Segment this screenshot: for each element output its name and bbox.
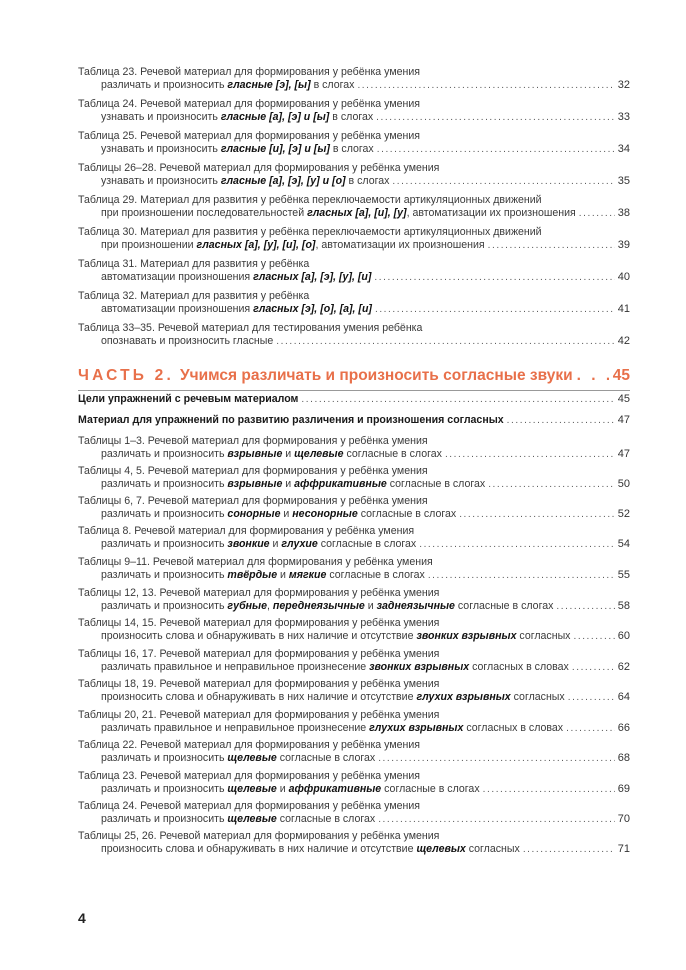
emphasis-text: гласных [а], [и], [у] bbox=[307, 207, 407, 219]
page-ref[interactable]: 66 bbox=[617, 722, 630, 734]
entry-title-line: Таблицы 20, 21. Речевой материал для формирования у ребёнка умения bbox=[78, 709, 440, 721]
plain-text: и bbox=[269, 538, 282, 550]
entry-detail-text bbox=[101, 508, 456, 521]
emphasis-text: гласные [а], [э] и [ы] bbox=[220, 111, 330, 123]
entry-detail-text bbox=[101, 813, 375, 826]
entry-detail-text bbox=[101, 600, 553, 613]
page-ref[interactable]: 50 bbox=[617, 478, 630, 490]
toc-entry[interactable] bbox=[78, 98, 630, 124]
plain-text: различать и произносить bbox=[101, 448, 228, 460]
plain-text: различать и произносить bbox=[101, 478, 228, 490]
emphasis-text: аффрикативные bbox=[294, 478, 387, 490]
emphasis-text: щелевые bbox=[294, 448, 344, 460]
toc-entry[interactable] bbox=[78, 709, 630, 735]
toc-entry[interactable] bbox=[78, 830, 630, 856]
dot-leader bbox=[301, 394, 614, 405]
plain-text: , автоматизации их произношения bbox=[406, 207, 576, 219]
plain-text: и bbox=[364, 600, 377, 612]
dot-leader bbox=[488, 239, 615, 252]
entry-title-line: Таблицы 14, 15. Речевой материал для формирования у ребёнка умения bbox=[78, 617, 440, 629]
entry-detail-line bbox=[78, 271, 630, 284]
plain-text: в слогах bbox=[329, 111, 374, 123]
page-ref[interactable]: 39 bbox=[617, 239, 630, 251]
dot-leader bbox=[523, 843, 615, 856]
toc-entry[interactable] bbox=[78, 322, 630, 348]
page-ref[interactable]: 42 bbox=[617, 335, 630, 347]
entry-detail-line bbox=[78, 722, 630, 735]
toc-entry[interactable] bbox=[78, 162, 630, 188]
page-ref[interactable]: 70 bbox=[617, 813, 630, 825]
entry-title-line: Таблицы 12, 13. Речевой материал для формирования у ребёнка умения bbox=[78, 587, 440, 599]
entry-detail-text bbox=[101, 722, 563, 735]
dot-leader bbox=[556, 600, 614, 613]
dot-leader bbox=[573, 630, 614, 643]
toc-entry[interactable] bbox=[78, 258, 630, 284]
emphasis-text: звонких взрывных bbox=[416, 630, 517, 642]
plain-text: и bbox=[276, 783, 289, 795]
toc-entry[interactable] bbox=[78, 770, 630, 796]
toc-entry[interactable] bbox=[78, 290, 630, 316]
page-ref[interactable]: 47 bbox=[617, 414, 630, 426]
entry-detail-text bbox=[101, 752, 375, 765]
dot-leader bbox=[392, 175, 614, 188]
entry-title-line: Таблицы 1–3. Речевой материал для формирования у ребёнка умения bbox=[78, 435, 428, 447]
entry-detail-text bbox=[101, 239, 485, 252]
emphasis-text: гласные [э], [ы] bbox=[227, 79, 311, 91]
entry-detail-line bbox=[78, 661, 630, 674]
emphasis-text: губные bbox=[227, 600, 267, 612]
entry-detail-line bbox=[78, 335, 630, 348]
plain-text: согласные в слогах bbox=[317, 538, 417, 550]
entry-detail-line bbox=[78, 783, 630, 796]
entry-detail-line bbox=[78, 79, 630, 92]
dot-leader bbox=[483, 783, 615, 796]
dot-leader bbox=[507, 415, 615, 426]
toc-entry[interactable] bbox=[78, 800, 630, 826]
plain-text: произносить слова и обнаруживать в них наличие и отсутствие bbox=[101, 691, 417, 703]
entry-detail-line bbox=[78, 752, 630, 765]
entry-detail-line bbox=[78, 239, 630, 252]
plain-text: и bbox=[280, 508, 293, 520]
emphasis-text: заднеязычные bbox=[376, 600, 455, 612]
toc-entry[interactable] bbox=[78, 617, 630, 643]
entry-title-line: Таблица 23. Речевой материал для формирования у ребёнка умения bbox=[78, 66, 421, 78]
entry-title-line: Таблицы 9–11. Речевой материал для формирования у ребёнка умения bbox=[78, 556, 433, 568]
emphasis-text: щелевые bbox=[227, 813, 277, 825]
page-number: 4 bbox=[78, 910, 86, 926]
plain-text: при произношении bbox=[101, 239, 197, 251]
entry-title-line: Таблица 30. Материал для развития у ребёнка переключаемости артикуляционных движений bbox=[78, 226, 542, 238]
plain-text: произносить слова и обнаруживать в них наличие и отсутствие bbox=[101, 630, 417, 642]
plain-text: в слогах bbox=[329, 143, 374, 155]
entry-detail-line bbox=[78, 691, 630, 704]
entry-detail-text bbox=[101, 478, 485, 491]
entry-detail-text bbox=[101, 143, 374, 156]
page-ref[interactable]: 55 bbox=[617, 569, 630, 581]
dot-leader bbox=[445, 448, 615, 461]
emphasis-text: щелевые bbox=[227, 752, 277, 764]
plain-text: различать и произносить bbox=[101, 569, 228, 581]
entry-title-line: Таблица 25. Речевой материал для формирования у ребёнка умения bbox=[78, 130, 421, 142]
emphasis-text: гласных [а], [э], [у], [и] bbox=[253, 271, 372, 283]
entry-detail-text bbox=[101, 175, 389, 188]
plain-text: и bbox=[282, 478, 295, 490]
entry-detail-text bbox=[101, 271, 371, 284]
emphasis-text: мягкие bbox=[288, 569, 327, 581]
entry-title-line: Таблица 31. Материал для развития у ребёнка bbox=[78, 258, 310, 270]
part-label: ЧАСТЬ 2. bbox=[78, 367, 174, 384]
plain-text: различать и произносить bbox=[101, 538, 228, 550]
entry-detail-text bbox=[101, 335, 273, 348]
emphasis-text: глухие bbox=[281, 538, 318, 550]
emphasis-text: твёрдые bbox=[227, 569, 278, 581]
dot-leader bbox=[357, 79, 614, 92]
toc-entry[interactable] bbox=[78, 194, 630, 220]
plain-text: различать и произносить bbox=[101, 783, 228, 795]
emphasis-text: щелевые bbox=[227, 783, 277, 795]
plain-text: согласных в словах bbox=[469, 661, 569, 673]
dot-leader bbox=[276, 335, 614, 348]
emphasis-text: взрывные bbox=[227, 448, 283, 460]
dot-leader bbox=[572, 661, 615, 674]
emphasis-text: гласные [и], [э] и [ы] bbox=[220, 143, 330, 155]
plain-text: опознавать и произносить гласные bbox=[101, 335, 274, 347]
entry-detail-text bbox=[101, 783, 480, 796]
entry-title-line: Таблицы 4, 5. Речевой материал для формирования у ребёнка умения bbox=[78, 465, 428, 477]
toc-entry[interactable] bbox=[78, 678, 630, 704]
plain-text: согласные в слогах bbox=[454, 600, 554, 612]
page-ref[interactable]: 64 bbox=[617, 691, 630, 703]
dot-leader bbox=[419, 538, 615, 551]
plain-text: , автоматизации их произношения bbox=[315, 239, 485, 251]
plain-text: согласные в слогах bbox=[381, 783, 480, 795]
entry-detail-line bbox=[78, 600, 630, 613]
plain-text: произносить слова и обнаруживать в них наличие и отсутствие bbox=[101, 843, 417, 855]
page-ref[interactable]: 47 bbox=[617, 448, 630, 460]
plain-text: согласных в словах bbox=[463, 722, 564, 734]
entry-detail-text bbox=[101, 79, 354, 92]
emphasis-text: переднеязычные bbox=[272, 600, 365, 612]
entry-detail-text bbox=[101, 661, 569, 674]
toc-entry[interactable] bbox=[78, 226, 630, 252]
entry-detail-line bbox=[78, 207, 630, 220]
entry-title-line: Таблица 8. Речевой материал для формирования у ребёнка умения bbox=[78, 525, 415, 537]
dot-leader bbox=[577, 367, 609, 385]
toc-entry[interactable] bbox=[78, 587, 630, 613]
plain-text: различать и произносить bbox=[101, 752, 228, 764]
plain-text: согласные в слогах bbox=[343, 448, 442, 460]
plain-text: узнавать и произносить bbox=[101, 175, 221, 187]
page-ref[interactable]: 68 bbox=[617, 752, 630, 764]
section-title: Материал для упражнений по развитию различения и произношения согласных bbox=[78, 414, 504, 426]
entry-detail-text bbox=[101, 303, 372, 316]
dot-leader bbox=[579, 207, 615, 220]
dot-leader bbox=[428, 569, 615, 582]
plain-text: узнавать и произносить bbox=[101, 111, 221, 123]
entry-detail-text bbox=[101, 111, 373, 124]
entry-detail-text bbox=[101, 569, 425, 582]
emphasis-text: глухих взрывных bbox=[369, 722, 464, 734]
plain-text: согласные в слогах bbox=[357, 508, 457, 520]
plain-text: различать и произносить bbox=[101, 79, 228, 91]
plain-text: различать правильное и неправильное произнесение bbox=[101, 661, 370, 673]
toc-entry[interactable] bbox=[78, 66, 630, 92]
plain-text: различать и произносить bbox=[101, 508, 228, 520]
page-ref[interactable]: 34 bbox=[617, 143, 630, 155]
page-ref[interactable]: 52 bbox=[617, 508, 630, 520]
toc-entry[interactable] bbox=[78, 465, 630, 491]
emphasis-text: звонкие bbox=[227, 538, 270, 550]
emphasis-text: глухих взрывных bbox=[416, 691, 511, 703]
emphasis-text: щелевых bbox=[416, 843, 466, 855]
entry-detail-line bbox=[78, 538, 630, 551]
dot-leader bbox=[568, 691, 615, 704]
table-of-contents bbox=[78, 0, 630, 970]
dot-leader bbox=[375, 303, 615, 316]
entry-detail-line bbox=[78, 111, 630, 124]
emphasis-text: звонких взрывных bbox=[369, 661, 470, 673]
dot-leader bbox=[488, 478, 615, 491]
entry-detail-text bbox=[101, 630, 570, 643]
emphasis-text: гласных [а], [у], [и], [о] bbox=[196, 239, 316, 251]
dot-leader bbox=[374, 271, 614, 284]
dot-leader bbox=[566, 722, 615, 735]
plain-text: согласных bbox=[516, 630, 571, 642]
plain-text: различать и произносить bbox=[101, 600, 228, 612]
page-ref[interactable]: 71 bbox=[617, 843, 630, 855]
emphasis-text: взрывные bbox=[227, 478, 283, 490]
plain-text: согласные в слогах bbox=[276, 813, 376, 825]
entry-title-line: Таблица 29. Материал для развития у ребёнка переключаемости артикуляционных движений bbox=[78, 194, 542, 206]
plain-text: и bbox=[277, 569, 289, 581]
page-ref[interactable]: 45 bbox=[612, 367, 630, 384]
page-ref[interactable]: 62 bbox=[617, 661, 630, 673]
entry-detail-text bbox=[101, 207, 576, 220]
entry-detail-line bbox=[78, 175, 630, 188]
page-ref[interactable]: 54 bbox=[617, 538, 630, 550]
dot-leader bbox=[378, 813, 615, 826]
page-ref[interactable]: 38 bbox=[617, 207, 630, 219]
toc-entry[interactable] bbox=[78, 495, 630, 521]
page-ref[interactable]: 58 bbox=[617, 600, 630, 612]
toc-entry[interactable] bbox=[78, 556, 630, 582]
entry-title-line: Таблицы 18, 19. Речевой материал для формирования у ребёнка умения bbox=[78, 678, 440, 690]
plain-text: в слогах bbox=[310, 79, 355, 91]
plain-text: согласных bbox=[465, 843, 520, 855]
plain-text: и bbox=[282, 448, 295, 460]
plain-text: согласные в слогах bbox=[326, 569, 425, 581]
entry-title-line: Таблица 22. Речевой материал для формирования у ребёнка умения bbox=[78, 739, 421, 751]
entry-detail-line bbox=[78, 569, 630, 582]
page-ref[interactable]: 45 bbox=[617, 393, 630, 405]
emphasis-text: аффрикативные bbox=[288, 783, 382, 795]
entry-title-line: Таблица 23. Речевой материал для формирования у ребёнка умения bbox=[78, 770, 421, 782]
toc-entry[interactable] bbox=[78, 525, 630, 551]
plain-text: при произношении последовательностей bbox=[101, 207, 308, 219]
entry-detail-line bbox=[78, 813, 630, 826]
page-ref[interactable]: 60 bbox=[617, 630, 630, 642]
heading-rule bbox=[78, 390, 630, 391]
entry-detail-line bbox=[78, 843, 630, 856]
entry-detail-text bbox=[101, 448, 442, 461]
entry-title-line: Таблицы 6, 7. Речевой материал для формирования у ребёнка умения bbox=[78, 495, 428, 507]
page-ref[interactable]: 40 bbox=[617, 271, 630, 283]
plain-text: , bbox=[267, 600, 273, 612]
entry-detail-line bbox=[78, 143, 630, 156]
plain-text: автоматизации произношения bbox=[101, 271, 254, 283]
entry-title-line: Таблица 33–35. Речевой материал для тестирования умения ребёнка bbox=[78, 322, 423, 334]
page-ref[interactable]: 41 bbox=[617, 303, 630, 315]
entry-title-line: Таблица 32. Материал для развития у ребёнка bbox=[78, 290, 310, 302]
emphasis-text: несонорные bbox=[292, 508, 358, 520]
plain-text: различать правильное и неправильное произнесение bbox=[101, 722, 370, 734]
entry-title-line: Таблицы 26–28. Речевой материал для формирования у ребёнка умения bbox=[78, 162, 440, 174]
plain-text: в слогах bbox=[345, 175, 390, 187]
emphasis-text: гласные [а], [э], [у] и [о] bbox=[220, 175, 346, 187]
entry-title-line: Таблицы 16, 17. Речевой материал для формирования у ребёнка умения bbox=[78, 648, 440, 660]
plain-text: согласных bbox=[510, 691, 565, 703]
entry-detail-line bbox=[78, 478, 630, 491]
dot-leader bbox=[377, 143, 615, 156]
plain-text: автоматизации произношения bbox=[101, 303, 254, 315]
toc-entry[interactable] bbox=[78, 130, 630, 156]
entry-detail-text bbox=[101, 843, 520, 856]
entry-detail-line bbox=[78, 508, 630, 521]
entry-detail-text bbox=[101, 691, 565, 704]
page-ref[interactable]: 33 bbox=[617, 111, 630, 123]
dot-leader bbox=[459, 508, 615, 521]
plain-text: различать и произносить bbox=[101, 813, 228, 825]
entry-title-line: Таблицы 25, 26. Речевой материал для формирования у ребёнка умения bbox=[78, 830, 440, 842]
plain-text: согласные в слогах bbox=[276, 752, 376, 764]
page-ref[interactable]: 69 bbox=[617, 783, 630, 795]
emphasis-text: сонорные bbox=[227, 508, 281, 520]
dot-leader bbox=[376, 111, 615, 124]
part-title: Учимся различать и произносить согласные звуки bbox=[179, 367, 573, 384]
toc-section-entry[interactable] bbox=[78, 393, 630, 405]
emphasis-text: гласных [э], [о], [а], [и] bbox=[253, 303, 372, 315]
toc-section-entry[interactable] bbox=[78, 414, 630, 426]
part-heading[interactable] bbox=[78, 367, 630, 385]
entry-detail-line bbox=[78, 630, 630, 643]
dot-leader bbox=[378, 752, 615, 765]
entry-title-line: Таблица 24. Речевой материал для формирования у ребёнка умения bbox=[78, 98, 421, 110]
toc-entry[interactable] bbox=[78, 739, 630, 765]
toc-entry[interactable] bbox=[78, 648, 630, 674]
toc-entry[interactable] bbox=[78, 435, 630, 461]
section-title: Цели упражнений с речевым материалом bbox=[78, 393, 299, 405]
entry-title-line: Таблица 24. Речевой материал для формирования у ребёнка умения bbox=[78, 800, 421, 812]
entry-detail-text bbox=[101, 538, 416, 551]
entry-detail-line bbox=[78, 448, 630, 461]
entry-detail-line bbox=[78, 303, 630, 316]
plain-text: согласные в слогах bbox=[386, 478, 486, 490]
page-ref[interactable]: 35 bbox=[617, 175, 630, 187]
plain-text: узнавать и произносить bbox=[101, 143, 221, 155]
page-ref[interactable]: 32 bbox=[617, 79, 630, 91]
